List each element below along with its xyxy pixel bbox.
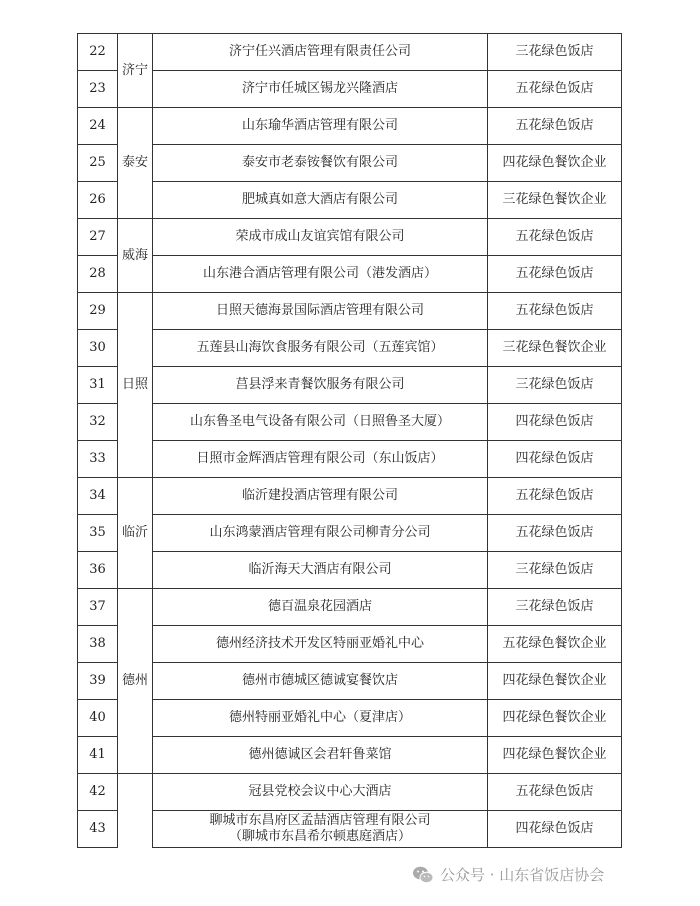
rating: 五花绿色饭店 — [488, 108, 622, 145]
company-name-line: 五莲县山海饮食服务有限公司（五莲宾馆） — [196, 340, 444, 355]
company-name-line: 山东鲁圣电气设备有限公司（日照鲁圣大厦） — [189, 414, 450, 429]
rating: 四花绿色餐饮企业 — [488, 737, 622, 774]
row-number: 26 — [78, 182, 118, 219]
table-row — [78, 108, 622, 145]
company-name-line: 冠县党校会议中心大酒店 — [248, 784, 392, 799]
row-number: 40 — [78, 700, 118, 737]
company-name-line: 日照天德海景国际酒店管理有限公司 — [215, 303, 424, 318]
city-cell — [118, 774, 153, 848]
company-name-line: （聊城市东昌希尔顿惠庭酒店） — [228, 829, 411, 844]
company-name — [153, 182, 488, 219]
company-name — [153, 330, 488, 367]
company-name — [153, 108, 488, 145]
rating: 三花绿色餐饮企业 — [488, 330, 622, 367]
company-name-line: 肥城真如意大酒店有限公司 — [241, 192, 398, 207]
row-number: 43 — [78, 811, 118, 848]
row-number: 29 — [78, 293, 118, 330]
rating: 四花绿色餐饮企业 — [488, 663, 622, 700]
row-number: 42 — [78, 774, 118, 811]
row-number: 32 — [78, 404, 118, 441]
table-row — [78, 552, 622, 589]
table-row — [78, 293, 622, 330]
company-name — [153, 256, 488, 293]
watermark-text: 公众号 · 山东省饭店协会 — [440, 866, 605, 884]
table-row — [78, 71, 622, 108]
rating: 五花绿色饭店 — [488, 293, 622, 330]
rating: 五花绿色饭店 — [488, 219, 622, 256]
company-name — [153, 71, 488, 108]
rating: 三花绿色餐饮企业 — [488, 182, 622, 219]
row-number: 35 — [78, 515, 118, 552]
company-name — [153, 663, 488, 700]
company-name — [153, 774, 488, 811]
rating: 四花绿色饭店 — [488, 811, 622, 848]
rating: 五花绿色饭店 — [488, 256, 622, 293]
rating: 四花绿色饭店 — [488, 441, 622, 478]
table-row — [78, 700, 622, 737]
table-row — [78, 737, 622, 774]
table-row — [78, 774, 622, 811]
row-number: 31 — [78, 367, 118, 404]
rating: 五花绿色饭店 — [488, 774, 622, 811]
company-name — [153, 145, 488, 182]
table-row — [78, 626, 622, 663]
row-number: 33 — [78, 441, 118, 478]
row-number: 38 — [78, 626, 118, 663]
rating: 五花绿色餐饮企业 — [488, 626, 622, 663]
company-name-line: 济宁市任城区锡龙兴隆酒店 — [241, 81, 398, 96]
city-cell: 日照 — [118, 293, 153, 478]
company-name — [153, 811, 488, 848]
city-cell: 济宁 — [118, 34, 153, 108]
company-name — [153, 34, 488, 71]
table-row — [78, 34, 622, 71]
rating: 四花绿色餐饮企业 — [488, 145, 622, 182]
company-name-line: 聊城市东昌府区孟喆酒店管理有限公司 — [209, 813, 431, 828]
rating: 五花绿色饭店 — [488, 478, 622, 515]
city-cell: 泰安 — [118, 108, 153, 219]
table-row — [78, 811, 622, 848]
company-name — [153, 515, 488, 552]
rating: 五花绿色饭店 — [488, 71, 622, 108]
table-row — [78, 441, 622, 478]
company-name-line: 德百温泉花园酒店 — [267, 599, 372, 614]
company-name-line: 德州德诚区会君轩鲁菜馆 — [248, 747, 392, 762]
table-row — [78, 515, 622, 552]
company-name — [153, 441, 488, 478]
company-name-line: 山东瑜华酒店管理有限公司 — [241, 118, 398, 133]
city-cell: 德州 — [118, 589, 153, 774]
row-number: 41 — [78, 737, 118, 774]
city-cell: 威海 — [118, 219, 153, 293]
row-number: 28 — [78, 256, 118, 293]
rating: 三花绿色饭店 — [488, 552, 622, 589]
table-row — [78, 478, 622, 515]
company-name-line: 德州市德城区德诚宴餐饮店 — [241, 673, 398, 688]
row-number: 37 — [78, 589, 118, 626]
company-name — [153, 404, 488, 441]
row-number: 24 — [78, 108, 118, 145]
company-name-line: 泰安市老泰铵餐饮有限公司 — [241, 155, 398, 170]
watermark — [412, 864, 604, 885]
company-name — [153, 219, 488, 256]
row-number: 30 — [78, 330, 118, 367]
rating: 五花绿色饭店 — [488, 515, 622, 552]
company-name — [153, 478, 488, 515]
table-row — [78, 330, 622, 367]
table-row — [78, 256, 622, 293]
company-name-line: 山东港合酒店管理有限公司（港发酒店） — [202, 266, 437, 281]
row-number: 23 — [78, 71, 118, 108]
row-number: 39 — [78, 663, 118, 700]
row-number: 27 — [78, 219, 118, 256]
table-row — [78, 404, 622, 441]
company-name — [153, 700, 488, 737]
company-name — [153, 589, 488, 626]
row-number: 34 — [78, 478, 118, 515]
table-row — [78, 219, 622, 256]
hotel-rating-table — [77, 33, 622, 848]
company-name-line: 荣成市成山友谊宾馆有限公司 — [235, 229, 405, 244]
city-cell: 临沂 — [118, 478, 153, 589]
row-number: 36 — [78, 552, 118, 589]
company-name — [153, 626, 488, 663]
row-number: 25 — [78, 145, 118, 182]
wechat-icon — [412, 865, 434, 885]
company-name-line: 济宁任兴酒店管理有限责任公司 — [228, 44, 411, 59]
rating: 三花绿色饭店 — [488, 589, 622, 626]
company-name-line: 临沂建投酒店管理有限公司 — [241, 488, 398, 503]
row-number: 22 — [78, 34, 118, 71]
company-name-line: 山东鸿蒙酒店管理有限公司柳青分公司 — [209, 525, 431, 540]
table-row — [78, 367, 622, 404]
company-name-line: 日照市金辉酒店管理有限公司（东山饭店） — [196, 451, 444, 466]
table-row — [78, 589, 622, 626]
rating: 四花绿色饭店 — [488, 404, 622, 441]
table-row — [78, 182, 622, 219]
rating: 三花绿色饭店 — [488, 367, 622, 404]
company-name — [153, 552, 488, 589]
rating: 三花绿色饭店 — [488, 34, 622, 71]
company-name — [153, 367, 488, 404]
company-name-line: 临沂海天大酒店有限公司 — [248, 562, 392, 577]
company-name-line: 德州经济技术开发区特丽亚婚礼中心 — [215, 636, 424, 651]
table-row — [78, 145, 622, 182]
company-name-line: 莒县浮来青餐饮服务有限公司 — [235, 377, 405, 392]
company-name — [153, 737, 488, 774]
table-row — [78, 663, 622, 700]
rating: 四花绿色餐饮企业 — [488, 700, 622, 737]
table-body — [78, 34, 622, 848]
company-name-line: 德州特丽亚婚礼中心（夏津店） — [228, 710, 411, 725]
company-name — [153, 293, 488, 330]
